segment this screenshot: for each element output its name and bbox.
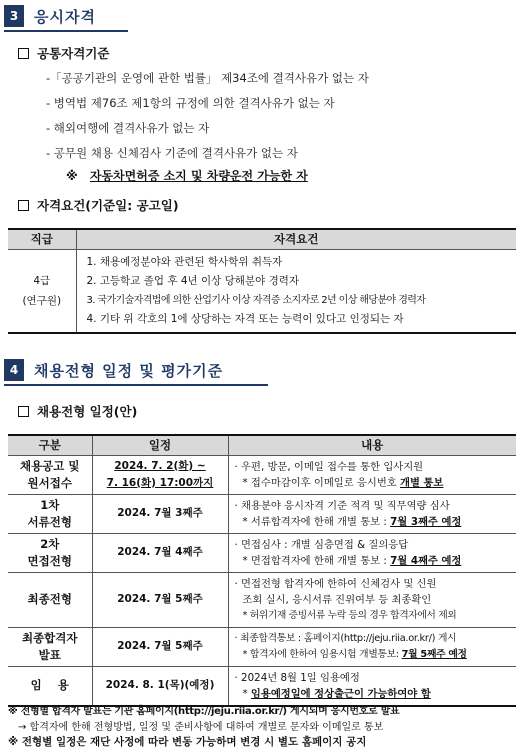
stage-cell [8,572,92,627]
table-row [8,494,516,533]
table-header-row [8,229,516,249]
qualification-table [8,228,516,334]
date-line: 2024. 7월 3째주 [117,507,203,519]
checkbox-square-icon [18,200,29,211]
content-line: · 채용분야 응시자격 기준 적격 및 직무역량 심사 [234,499,450,512]
table-row [8,455,516,494]
checkbox-square-icon [18,406,29,417]
section-3-number: 3 [4,5,24,27]
content-line: · 면접심사 : 개별 심층면접 & 질의응답 [234,538,409,551]
common-criteria-item: - 공무원 채용 신체검사 기준에 결격사유가 없는 자 [46,146,298,160]
grade-name: 4급 [33,274,51,287]
table-row [8,249,516,333]
stage-cell [8,627,92,666]
requirements-cell [76,249,516,333]
license-note [66,167,308,184]
stage-cell [8,533,92,572]
content-line: * 허위기재 증빙서류 누락 등의 경우 합격자에서 제외 [242,609,457,621]
date-line: 2024. 8. 1(목)(예정) [105,679,215,691]
date-line: 2024. 7월 4째주 [117,546,203,558]
requirement-item: 2. 고등학교 졸업 후 4년 이상 당해분야 경력자 [86,274,299,287]
grade-column-header: 직급 [8,229,76,249]
stage-line: 임 용 [30,678,69,692]
requirement-item: 4. 기타 위 각호의 1에 상당하는 자격 또는 능력이 있다고 인정되는 자 [86,312,404,325]
schedule-label: 채용전형 일정(안) [37,404,138,419]
stage-line: 최종전형 [27,592,72,606]
footnote-notification: → 합격자에 한해 전형방법, 일정 및 준비사항에 대하여 개별로 문자와 이메일로 통보 [18,722,384,733]
date-cell [92,666,228,706]
common-criteria-item: - 병역법 제76조 제1항의 규정에 의한 결격사유가 없는 자 [46,96,335,110]
footnote-announcement: ※ 전형별 합격자 발표는 기관 홈페이지(http://jeju.riia.or.kr/) 게시되며 응시번호로 발표 [8,706,400,717]
section-4-number: 4 [4,359,24,381]
license-note-text: 자동차면허증 소지 및 차량운전 가능한 자 [89,169,308,183]
section-4-title: 채용전형 일정 및 평가기준 [34,361,224,380]
section-4-underline [4,384,268,386]
date-line: 7. 16(화) 17:00까지 [106,476,214,489]
date-line: 2024. 7. 2(화) ~ [114,459,206,472]
content-cell [228,666,516,706]
common-criteria-label: 공통자격기준 [37,46,110,61]
grade-cell [8,249,76,333]
requirement-item: 3. 국가기술자격법에 의한 산업기사 이상 자격증 소지자로 2년 이상 해당분야 경력자 [86,294,426,306]
content-line: · 우편, 방문, 이메일 접수를 통한 입사지원 [234,460,424,473]
section-3-header [4,2,96,30]
qualification-label: 자격요건(기준일: 공고일) [37,198,179,213]
stage-cell [8,455,92,494]
table-row [8,627,516,666]
table-row [8,666,516,706]
common-criteria-item: -「공공기관의 운영에 관한 법률」 제34조에 결격사유가 없는 자 [46,71,369,85]
common-criteria-item: - 해외여행에 결격사유가 없는 자 [46,121,210,135]
content-line: * 서류합격자에 한해 개별 통보 : 7월 3째주 예정 [242,515,462,528]
section-4-header [4,356,223,384]
common-criteria-heading [18,44,109,62]
content-line: * 접수마감이후 이메일로 응시번호 개별 통보 [242,476,444,489]
date-cell [92,455,228,494]
content-line: · 최종합격통보 : 홈페이지(http://jeju.riia.or.kr/) 게시 [234,632,457,644]
schedule-heading [18,402,137,420]
content-cell [228,627,516,666]
content-cell [228,494,516,533]
grade-role: (연구원) [22,294,62,307]
requirement-column-header: 자격요건 [76,229,516,249]
schedule-table [8,434,516,707]
date-cell [92,627,228,666]
table-header-row [8,435,516,455]
stage-line: 2차 [40,536,60,551]
date-cell [92,533,228,572]
checkbox-square-icon [18,48,29,59]
content-line: * 면접합격자에 한해 개별 통보 : 7월 4째주 예정 [242,554,462,567]
date-line: 2024. 7월 5째주 [117,593,203,605]
date-cell [92,494,228,533]
content-cell [228,455,516,494]
footnote-schedule-change: ※ 전형별 일정은 재단 사정에 따라 변동 가능하며 변경 시 별도 홈페이지 공지 [8,736,367,748]
table-row [8,572,516,627]
stage-cell [8,666,92,706]
content-line: · 2024년 8월 1일 임용예정 [234,671,360,684]
date-line: 2024. 7월 5째주 [117,640,203,652]
content-line: · 면접전형 합격자에 한하여 신체검사 및 신원 [234,577,437,590]
stage-line: 발표 [38,647,61,662]
content-line: * 임용예정일에 정상출근이 가능하여야 함 [242,687,431,700]
content-line: * 합격자에 한하여 임용시험 개별통보: 7월 5째주 예정 [242,648,467,660]
requirement-item: 1. 채용예정분야와 관련된 학사학위 취득자 [86,255,283,268]
note-mark: ※ [66,169,78,183]
stage-line: 면접전형 [27,553,72,568]
stage-line: 최종합격자 [21,630,78,645]
date-cell [92,572,228,627]
date-column-header: 일정 [92,435,228,455]
qualification-heading [18,196,179,214]
stage-cell [8,494,92,533]
content-line: 조회 실시, 응시서류 진위여부 등 최종확인 [242,593,432,606]
content-cell [228,572,516,627]
content-cell [228,533,516,572]
section-3-underline [4,30,128,32]
stage-line: 채용공고 및 [19,458,80,473]
table-row [8,533,516,572]
stage-column-header: 구분 [8,435,92,455]
content-column-header: 내용 [228,435,516,455]
stage-line: 1차 [40,497,60,512]
section-3-title: 응시자격 [34,7,96,26]
stage-line: 원서접수 [27,475,72,490]
stage-line: 서류전형 [27,514,72,529]
